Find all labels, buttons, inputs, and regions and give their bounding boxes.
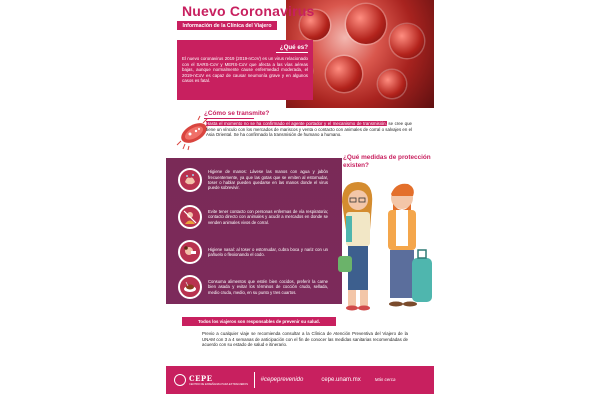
- logo-group: [174, 374, 248, 386]
- org-subtitle: CENTRO DE ENSEÑANZA PARA EXTRANJEROS: [189, 383, 249, 386]
- poster: [166, 0, 434, 400]
- footer-divider: [254, 372, 255, 388]
- transmission-highlight: Hasta el momento no se ha confirmado el agente portador y el mecanismo de transmisión,: [206, 121, 387, 126]
- website-link[interactable]: cepe.unam.mx: [321, 377, 361, 383]
- what-heading-underline: [276, 52, 308, 53]
- sneeze-icon: [178, 240, 202, 264]
- measure-text: Higiene de manos: Lávese las manos con agua y jabón frecuentemente, ya que las gotas que se emiten al estornudar, toser o hablar pueden quedarse en las manos donde el virus puede sobrevivir.: [208, 169, 328, 191]
- advice-text: Previo a cualquier viaje se recomienda consultar a la Clínica de Atención Preventiva del Viajero de la UNAM con 3 a 4 semanas de anticipación con el fin de conocer las medidas sanitarias recomendadas de acuerdo con su estado de salud e itinerario.: [202, 331, 408, 348]
- hashtag: #cepeprevenido: [260, 377, 304, 383]
- transmission-heading: ¿Cómo se transmite?: [204, 110, 270, 117]
- no-contact-icon: [178, 205, 202, 229]
- measure-item: [178, 201, 328, 233]
- measure-item: [178, 236, 328, 268]
- travelers-illustration: [336, 180, 434, 330]
- poster-subtitle: Información de la Clínica del Viajero: [177, 21, 277, 30]
- measure-text: Higiene nasal: al toser o estornudar, cubra boca y nariz con un pañuelo o flexionando el codo.: [208, 246, 328, 257]
- cooked-food-icon: [178, 275, 202, 299]
- measure-text: Consuma alimentos que estén bien cocidos, preferir la carne bien asada y evitar los términos de cocción crudo, sellada, medio cruda, medio, en su punto y tres cuartos.: [208, 279, 328, 295]
- transmission-body: se cree que tiene un vínculo con los mercados de mariscos y venta o contacto con animales de corral o salvajes en el Asia Oriental. Se ha confirmado la transmisión de humano a humano.: [206, 121, 412, 138]
- responsible-banner: Todos los viajeros son responsables de prevenir su salud.: [182, 317, 336, 326]
- footer: [166, 366, 434, 394]
- transmission-text: [206, 121, 412, 138]
- poster-title: Nuevo Coronavirus: [182, 3, 315, 19]
- what-text: El nuevo coronavirus 2019 (2019-nCoV) es un virus relacionado con el SARS-CoV y MERS-CoV que afecta a las vías aéreas bajas, aunque normalmente cause enfermedad moderada, el 2019-nCoV es capaz de causar neumonía grave y en algunos casos es fatal.: [182, 56, 308, 84]
- what-is-it-box: [177, 40, 313, 100]
- org-name: CEPE: [189, 374, 213, 383]
- footer-slogan: Más cerca: [374, 377, 396, 382]
- transmission-heading-underline: [204, 118, 254, 119]
- measure-item: [178, 164, 328, 196]
- measure-item: [178, 271, 328, 303]
- measure-text: Evite tener contacto con personas enfermas de vía respiratoria; contacto directo con animales y acudir a mercados en donde se venden animales vivos de corral.: [208, 209, 328, 225]
- unam-seal-icon: [174, 374, 186, 386]
- handwash-icon: [178, 168, 202, 192]
- protection-heading: ¿Qué medidas de protección existen?: [343, 154, 431, 169]
- what-heading: ¿Qué es?: [279, 44, 308, 51]
